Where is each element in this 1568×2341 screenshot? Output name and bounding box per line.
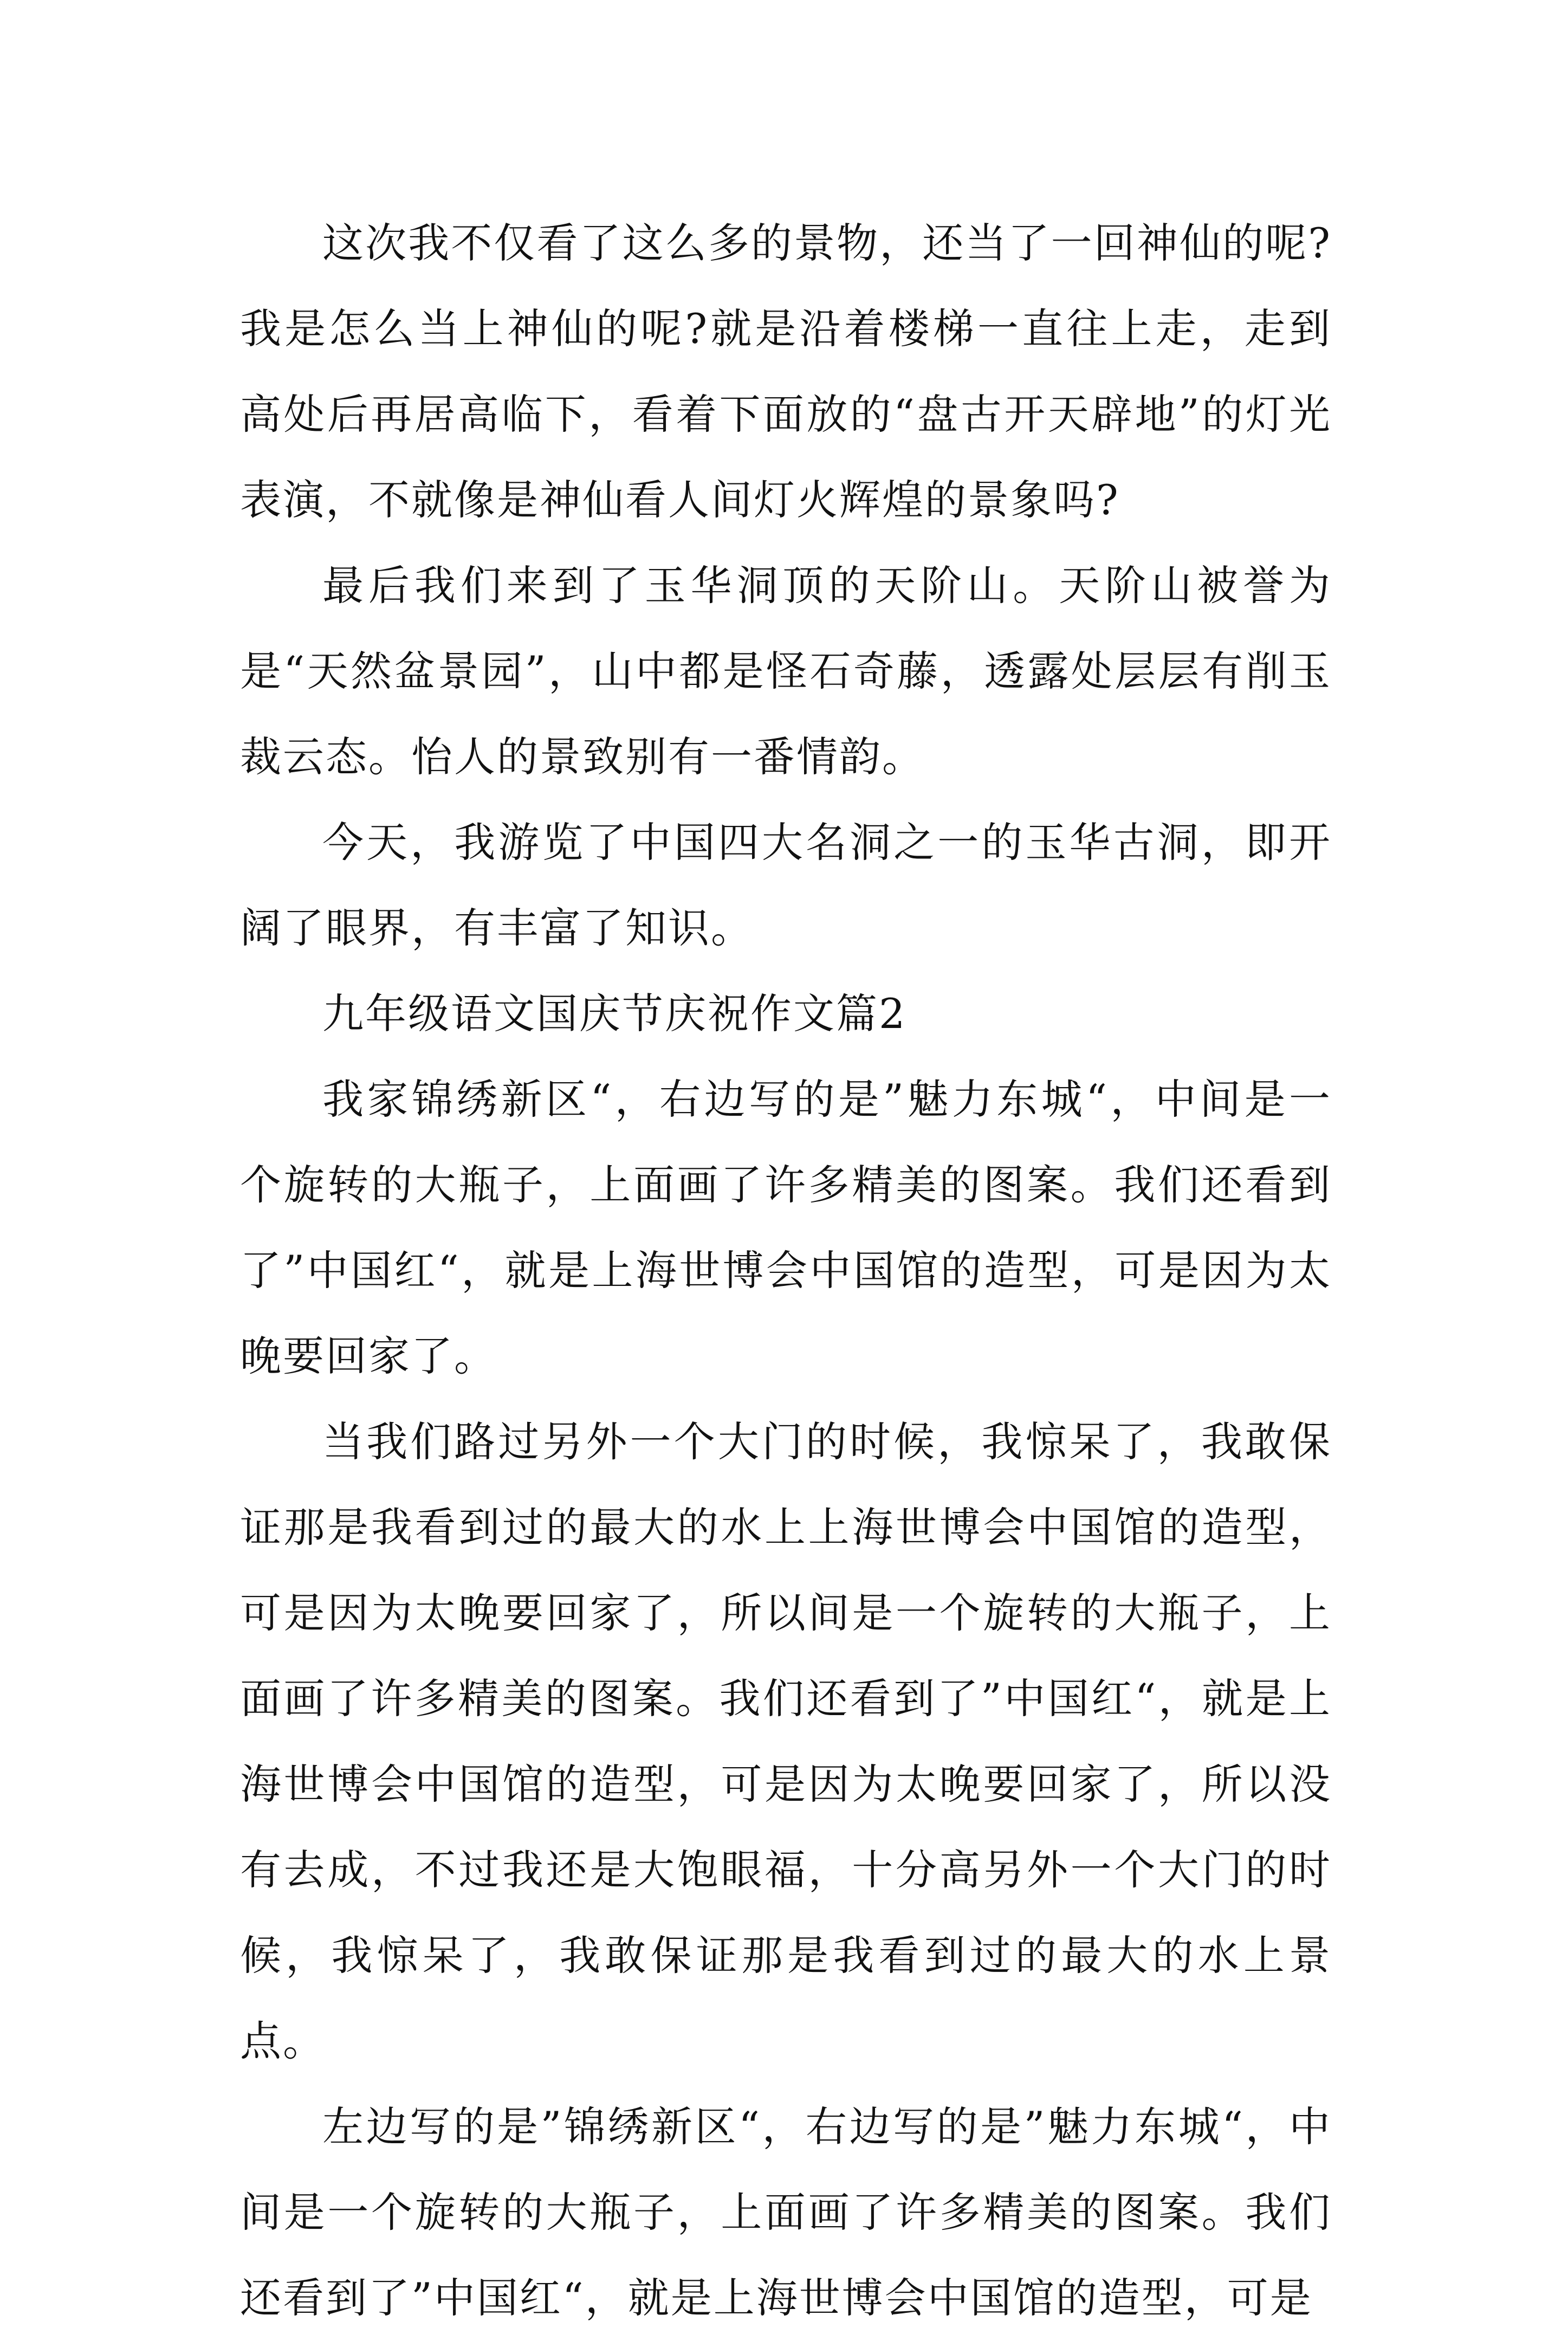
paragraph-6: 左边写的是”锦绣新区“，右边写的是”魅力东城“，中间是一个旋转的大瓶子，上面画了许多精美的图案。我们还看到了”中国红“，就是上海世博会中国馆的造型，可是 (240, 2103, 1332, 2322)
document-body (240, 201, 1332, 2341)
section-heading: 九年级语文国庆节庆祝作文篇2 (322, 990, 907, 1038)
paragraph-1: 这次我不仅看了这么多的景物，还当了一回神仙的呢?我是怎么当上神仙的呢?就是沿着楼梯一直往上走，走到高处后再居高临下，看着下面放的“盘古开天辟地”的灯光表演，不就像是神仙看人间灯火辉煌的景象吗? (240, 219, 1332, 524)
paragraph-2: 最后我们来到了玉华洞顶的天阶山。天阶山被誉为是“天然盆景园”，山中都是怪石奇藤，透露处层层有削玉裁云态。怡人的景致别有一番情韵。 (240, 561, 1332, 781)
paragraph-3: 今天，我游览了中国四大名洞之一的玉华古洞，即开阔了眼界，有丰富了知识。 (240, 818, 1332, 952)
paragraph-4: 我家锦绣新区“，右边写的是”魅力东城“，中间是一个旋转的大瓶子，上面画了许多精美的图案。我们还看到了”中国红“，就是上海世博会中国馆的造型，可是因为太晚要回家了。 (240, 1075, 1332, 1380)
paragraph-5: 当我们路过另外一个大门的时候，我惊呆了，我敢保证那是我看到过的最大的水上上海世博会中国馆的造型，可是因为太晚要回家了，所以间是一个旋转的大瓶子，上面画了许多精美的图案。我们还看到了”中国红“，就是上海世博会中国馆的造型，可是因为太晚要回家了，所以没有去成，不过我还是大饱眼福，十分高另外一个大门的时候，我惊呆了，我敢保证那是我看到过的最大的水上景点。 (240, 1418, 1332, 2065)
